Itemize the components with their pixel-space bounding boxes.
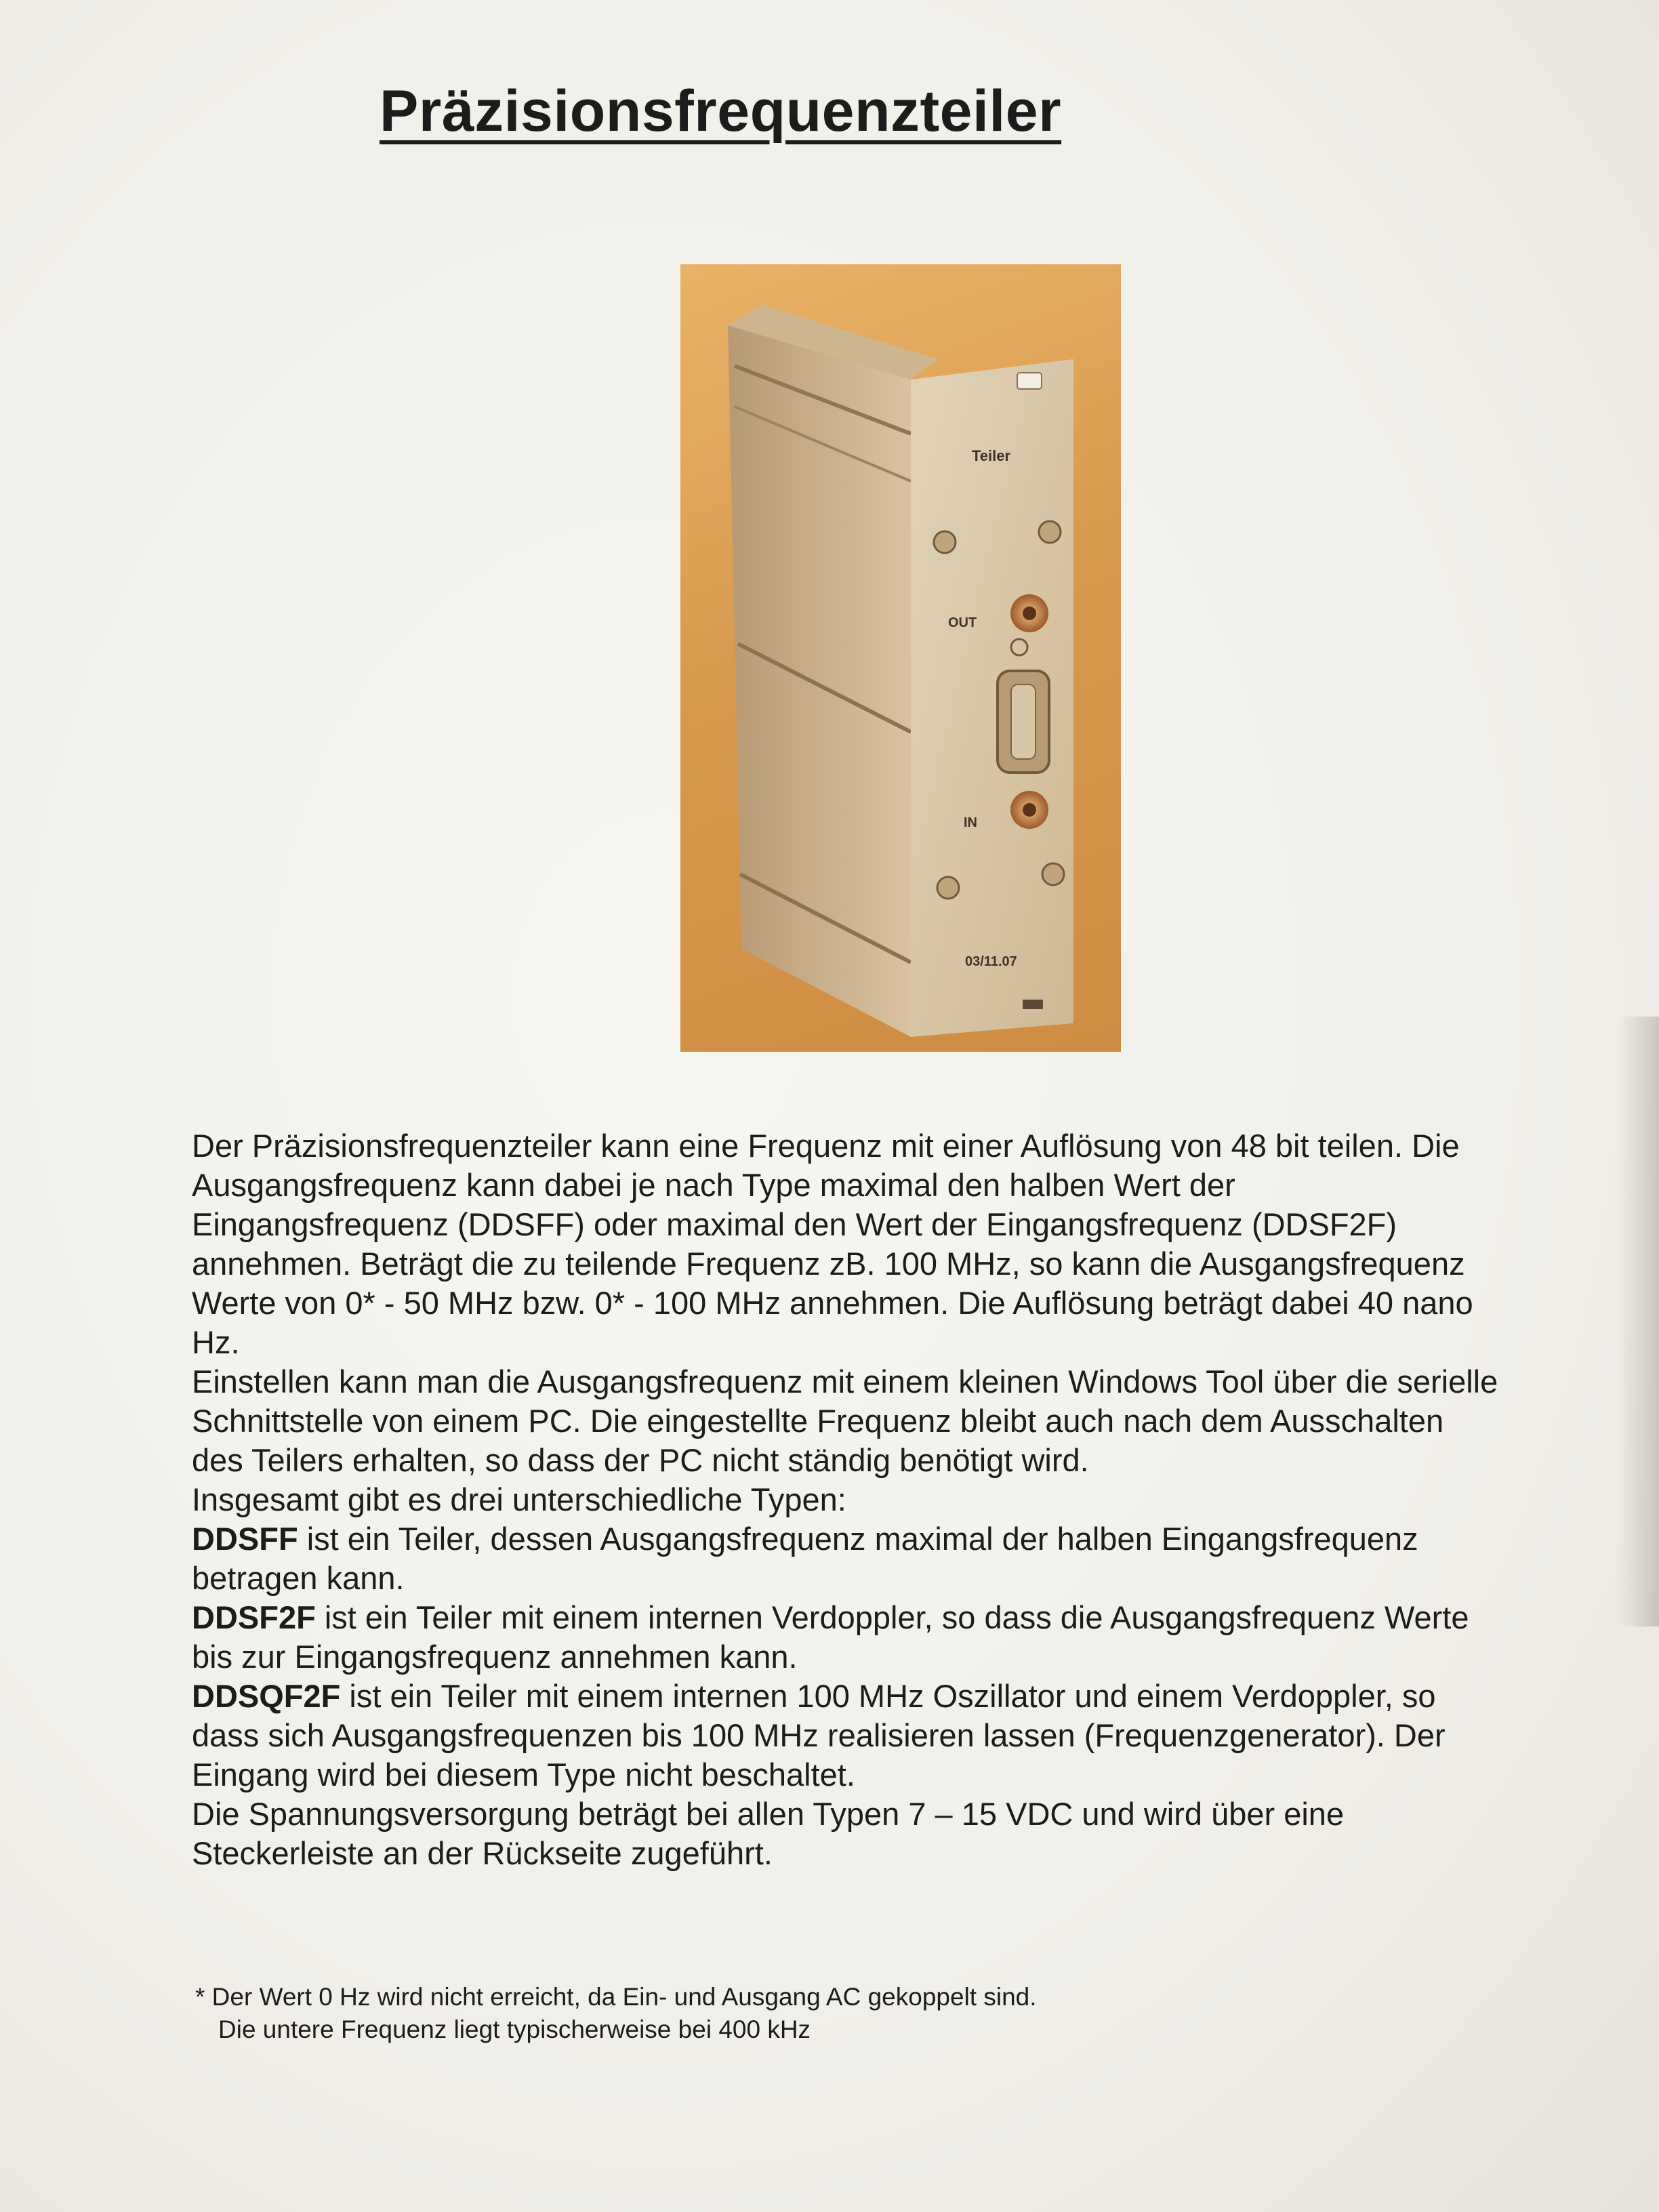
page-title: Präzisionsfrequenzteiler [380, 79, 1062, 144]
device-photo [680, 264, 1121, 1052]
footnote [195, 1981, 1347, 2046]
paragraph-settings: Einstellen kann man die Ausgangsfrequenz mit einem kleinen Windows Tool über die serielle Schnittstelle von einem PC. Die eingestellte Frequenz bleibt auch nach dem Ausschalten des Teilers erhalten, so dass der PC nicht ständig benötigt wird. [192, 1364, 1498, 1478]
paragraph-power: Die Spannungsversorgung beträgt bei allen Typen 7 – 15 VDC und wird über eine Steckerleiste an der Rückseite zugeführt. [192, 1796, 1345, 1871]
footnote-line-1: * Der Wert 0 Hz wird nicht erreicht, da Ein- und Ausgang AC gekoppelt sind. [195, 1983, 1037, 2011]
device-label-in: IN [964, 815, 977, 830]
paragraph-type-ddsqf2f: DDSQF2F ist ein Teiler mit einem internen 100 MHz Oszillator und einem Verdoppler, so dass sich Ausgangsfrequenzen bis 100 MHz realisieren lassen (Frequenzgenerator). Der Eingang wird bei diesem Type nicht beschaltet. [192, 1678, 1446, 1793]
device-label-out: OUT [948, 615, 977, 630]
paragraph-type-ddsf2f: DDSF2F ist ein Teiler mit einem internen Verdoppler, so dass die Ausgangsfrequenz Werte bis zur Eingangsfrequenz annehmen kann. [192, 1599, 1469, 1675]
frequency-divider-module-illustration [680, 264, 1121, 1052]
page-edge-shadow [1618, 1017, 1659, 1626]
description-text [192, 1126, 1500, 1873]
device-label-name: Teiler [972, 447, 1011, 464]
logo-mark [1023, 1000, 1043, 1009]
paragraph-types-intro: Insgesamt gibt es drei unterschiedliche Typen: [192, 1481, 846, 1517]
device-label-date: 03/11.07 [965, 954, 1017, 969]
footnote-line-2: Die untere Frequenz liegt typischerweise bei 400 kHz [218, 2015, 811, 2043]
paragraph-type-ddsff: DDSFF ist ein Teiler, dessen Ausgangsfrequenz maximal der halben Eingangsfrequenz betragen kann. [192, 1521, 1418, 1596]
paragraph-intro: Der Präzisionsfrequenzteiler kann eine Frequenz mit einer Auflösung von 48 bit teilen. Die Ausgangsfrequenz kann dabei je nach Type maximal den halben Wert der Eingangsfrequenz (DDSFF) oder maximal den Wert der Eingangsfrequenz (DDSF2F) annehmen. Beträgt die zu teilende Frequenz zB. 100 MHz, so kann die Ausgangsfrequenz Werte von 0* - 50 MHz bzw. 0* - 100 MHz annehmen. Die Auflösung beträgt dabei 40 nano Hz. [192, 1128, 1473, 1360]
